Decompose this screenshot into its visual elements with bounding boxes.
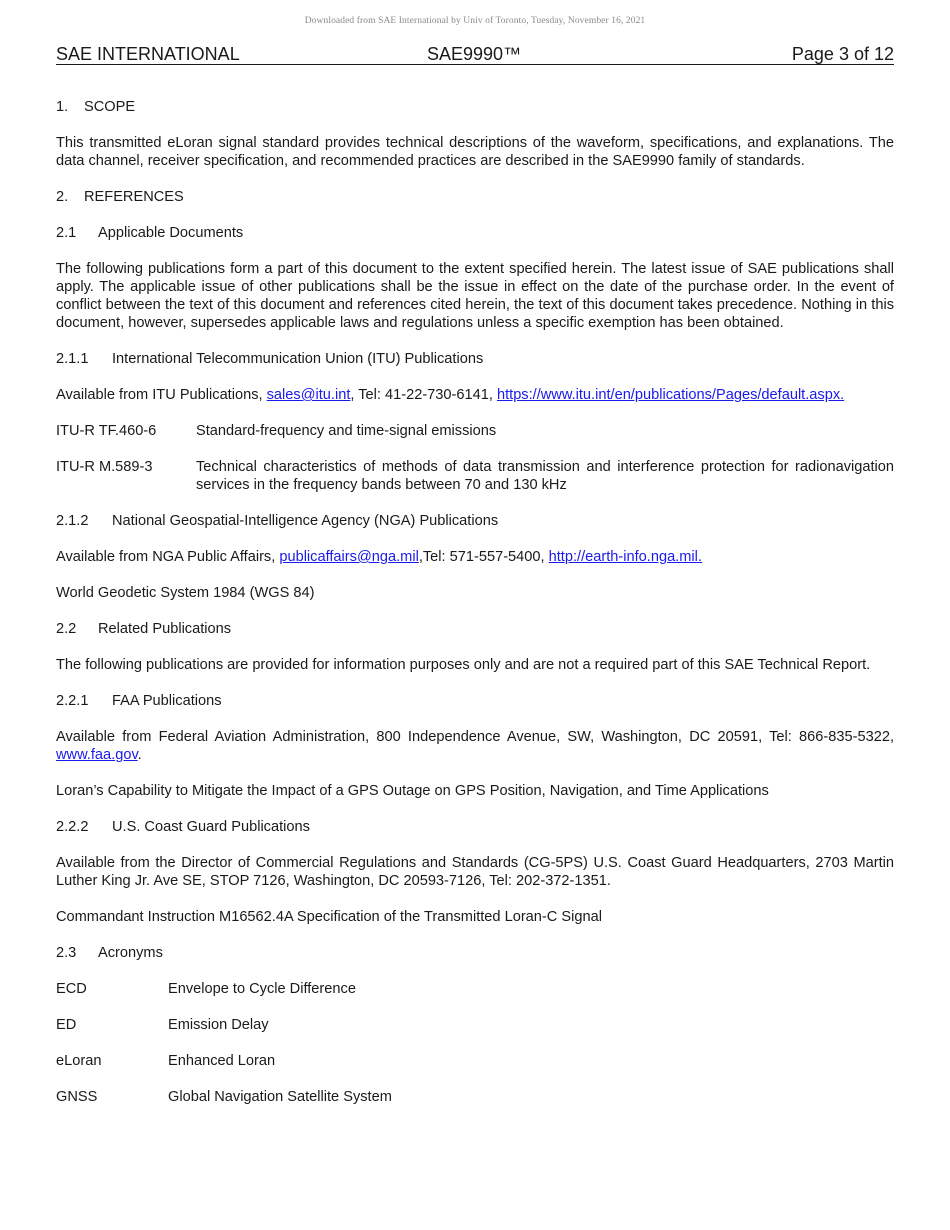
nga-document: World Geodetic System 1984 (WGS 84)	[56, 585, 315, 601]
acronym-definition: Emission Delay	[168, 1017, 269, 1033]
applicable-documents-paragraph: The following publications form a part of this document to the extent specified herein. The latest issue of SAE publications shall apply. The applicable issue of other publications shall be the issue in effect on the date of the purchase order. In the event of conflict between the text of this document and references cited herein, the text of this document takes precedence. Nothing in this document, however, supersedes applicable laws and regulations unless a specific exemption has been obtained.	[56, 261, 894, 331]
nga-availability-phone: ,Tel: 571-557-5400,	[418, 549, 549, 565]
section-title: U.S. Coast Guard Publications	[112, 819, 310, 835]
acronym-entry	[56, 1016, 894, 1034]
section-number: 2.3	[56, 945, 77, 961]
header-page-number: Page 3 of 12	[791, 44, 894, 64]
section-number: 2.2.2	[56, 819, 89, 835]
section-number: 2.1.1	[56, 351, 89, 367]
section-title: Related Publications	[98, 621, 232, 637]
itu-availability	[56, 386, 894, 404]
acronym-definition: Enhanced Loran	[168, 1053, 276, 1069]
section-title: FAA Publications	[112, 693, 222, 709]
nga-availability	[56, 548, 894, 566]
section-number: 2.1	[56, 225, 77, 241]
itu-email-link[interactable]: sales@itu.int	[266, 387, 351, 403]
section-heading-uscg-publications	[56, 818, 894, 836]
faa-availability-suffix: .	[137, 747, 142, 763]
section-title: Applicable Documents	[98, 225, 244, 241]
itu-availability-prefix: Available from ITU Publications,	[56, 387, 267, 403]
scope-paragraph: This transmitted eLoran signal standard provides technical descriptions of the waveform, specifications, and explanations. The data channel, receiver specification, and recommended practices are described in the SAE9990 family of standards.	[56, 135, 894, 169]
nga-availability-prefix: Available from NGA Public Affairs,	[56, 549, 280, 565]
itu-url-link[interactable]: https://www.itu.int/en/publications/Pages/default.aspx.	[496, 387, 845, 403]
nga-email-link[interactable]: publicaffairs@nga.mil	[279, 549, 419, 565]
acronym-entry	[56, 980, 894, 998]
section-number: 2.2	[56, 621, 77, 637]
uscg-document: Commandant Instruction M16562.4A Specification of the Transmitted Loran-C Signal	[56, 909, 602, 925]
section-title: National Geospatial-Intelligence Agency (NGA) Publications	[112, 513, 499, 529]
section-title: Acronyms	[98, 945, 163, 961]
faa-availability	[56, 728, 894, 764]
section-heading-references	[56, 188, 894, 206]
section-title: SCOPE	[84, 99, 136, 115]
itu-availability-phone: , Tel: 41-22-730-6141,	[350, 387, 497, 403]
section-heading-related-publications	[56, 620, 894, 638]
section-heading-acronyms	[56, 944, 894, 962]
acronym-entry	[56, 1052, 894, 1070]
acronym-abbr: ED	[56, 1017, 77, 1033]
nga-url-link[interactable]: http://earth-info.nga.mil.	[548, 549, 702, 565]
reference-code: ITU-R M.589-3	[56, 459, 153, 475]
reference-entry	[56, 458, 894, 494]
section-title: International Telecommunication Union (ITU) Publications	[112, 351, 484, 367]
reference-entry	[56, 422, 894, 440]
section-heading-scope	[56, 98, 894, 116]
acronym-abbr: ECD	[56, 981, 87, 997]
faa-url-link[interactable]: www.faa.gov	[56, 747, 138, 763]
reference-code: ITU-R TF.460-6	[56, 423, 157, 439]
document-body	[56, 98, 894, 1106]
section-number: 1.	[56, 99, 69, 115]
section-number: 2.	[56, 189, 69, 205]
section-title: REFERENCES	[84, 189, 184, 205]
section-number: 2.2.1	[56, 693, 89, 709]
reference-description: Technical characteristics of methods of data transmission and interference protection for radionavigation services in the frequency bands between 70 and 130 kHz	[196, 459, 894, 493]
related-publications-paragraph: The following publications are provided for information purposes only and are not a required part of this SAE Technical Report.	[56, 657, 871, 673]
section-heading-faa-publications	[56, 692, 894, 710]
section-heading-applicable-documents	[56, 224, 894, 242]
acronym-entry	[56, 1088, 894, 1106]
acronym-abbr: eLoran	[56, 1053, 102, 1069]
uscg-availability: Available from the Director of Commercial Regulations and Standards (CG-5PS) U.S. Coast Guard Headquarters, 2703 Martin Luther King Jr. Ave SE, STOP 7126, Washington, DC 20593-7126, Tel: 202-372-1351.	[56, 855, 894, 889]
acronym-definition: Envelope to Cycle Difference	[168, 981, 356, 997]
header-org: SAE INTERNATIONAL	[56, 44, 240, 64]
header-doc-number: SAE9990™	[427, 44, 522, 64]
acronym-definition: Global Navigation Satellite System	[168, 1089, 392, 1105]
reference-description: Standard-frequency and time-signal emissions	[196, 423, 497, 439]
page-header	[56, 44, 894, 65]
faa-availability-text: Available from Federal Aviation Administration, 800 Independence Avenue, SW, Washington, DC 20591, Tel: 866-835-5322,	[56, 729, 894, 745]
section-heading-itu-publications	[56, 350, 894, 368]
acronym-abbr: GNSS	[56, 1089, 98, 1105]
section-number: 2.1.2	[56, 513, 89, 529]
section-heading-nga-publications	[56, 512, 894, 530]
faa-document: Loran’s Capability to Mitigate the Impact of a GPS Outage on GPS Position, Navigation, and Time Applications	[56, 783, 769, 799]
download-watermark: Downloaded from SAE International by Univ of Toronto, Tuesday, November 16, 2021	[304, 16, 646, 26]
